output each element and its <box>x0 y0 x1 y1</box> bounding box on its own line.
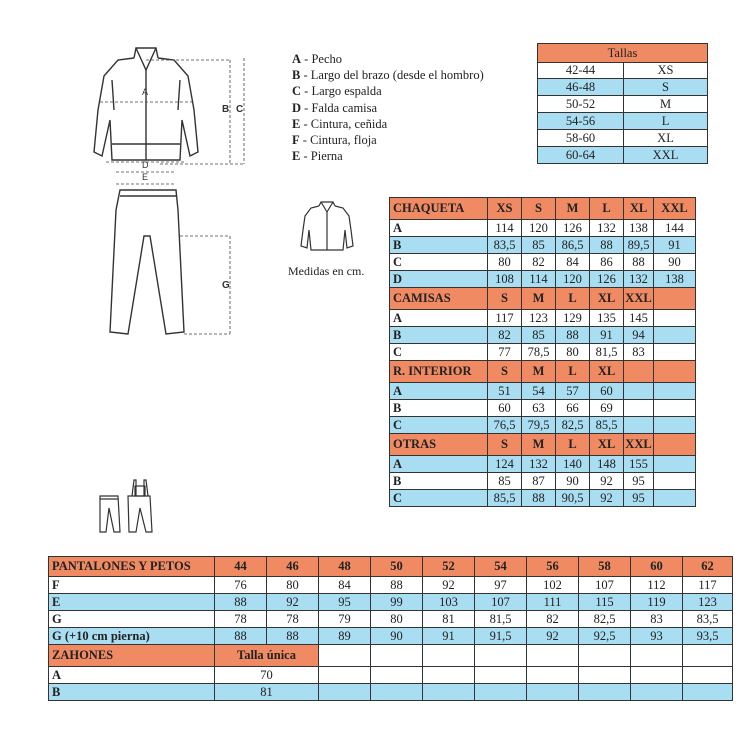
measurement-legend <box>292 51 532 164</box>
legend-item: E - Cintura, ceñida <box>292 116 388 131</box>
units-note: Medidas en cm. <box>288 264 365 278</box>
table-header-row <box>538 44 708 63</box>
table-row: C 77 78,5 80 81,5 83 <box>390 344 696 361</box>
legend-item: F - Cintura, floja <box>292 133 377 148</box>
table-row: D 108 114 120 126 132 138 <box>390 271 696 288</box>
legend-item: A - Pecho <box>292 52 343 66</box>
legend-item: C - Largo espalda <box>292 84 382 99</box>
diagram-label-d: D <box>142 160 149 170</box>
diagram-label-e: E <box>142 172 149 182</box>
table-row: A 117 123 129 135 145 <box>390 310 696 327</box>
table-row: B 83,5 85 86,5 88 89,5 91 <box>390 237 696 254</box>
table-row: B 85 87 90 92 95 <box>390 473 696 490</box>
section-header-chaqueta: CHAQUETA XS S M L XL XXL <box>390 198 696 220</box>
tallas-title: Tallas <box>538 44 708 63</box>
table-row: A 70 <box>49 667 733 684</box>
table-row: 46-48 S <box>538 79 708 96</box>
section-header-camisas: CAMISAS S M L XL XXL <box>390 288 696 310</box>
table-row: C 76,5 79,5 82,5 85,5 <box>390 417 696 434</box>
table-row: A 51 54 57 60 <box>390 383 696 400</box>
pantalones-table <box>48 556 733 701</box>
table-row: G (+10 cm pierna) 88 88 89 90 91 91,5 92 92,5 93 93,5 <box>49 628 733 645</box>
table-row: G 78 78 79 80 81 81,5 82 82,5 83 83,5 <box>49 611 733 628</box>
size-measurements-table <box>389 197 696 507</box>
tallas-table <box>537 43 708 164</box>
diagram-label-c: C <box>236 104 244 115</box>
table-row: B 60 63 66 69 <box>390 400 696 417</box>
section-header-zahones: ZAHONES Talla única <box>49 645 733 667</box>
diagram-label-a: A <box>142 87 149 97</box>
table-row: A 114 120 126 132 138 144 <box>390 220 696 237</box>
table-row: E 88 92 95 99 103 107 111 115 119 123 <box>49 594 733 611</box>
legend-item: D - Falda camisa <box>292 100 378 115</box>
table-row: 60-64 XXL <box>538 147 708 164</box>
table-row: C 85,5 88 90,5 92 95 <box>390 490 696 507</box>
trousers-icon <box>96 476 156 534</box>
section-header-interior: R. INTERIOR S M L XL <box>390 361 696 383</box>
section-header-otras: OTRAS S M L XL XXL <box>390 434 696 456</box>
legend-item: B - Largo del brazo (desde el hombro) <box>292 68 484 83</box>
table-row: 58-60 XL <box>538 130 708 147</box>
section-header-pantalones: PANTALONES Y PETOS 44 46 48 50 52 54 56 58 60 62 <box>49 557 733 577</box>
jacket-icon <box>299 200 355 256</box>
table-row: 42-44 XS <box>538 63 708 79</box>
table-row: B 81 <box>49 684 733 701</box>
table-row: F 76 80 84 88 92 97 102 107 112 117 <box>49 577 733 594</box>
table-row: C 80 82 84 86 88 90 <box>390 254 696 271</box>
legend-item: E - Pierna <box>292 149 343 164</box>
table-row: B 82 85 88 91 94 <box>390 327 696 344</box>
table-row: 50-52 M <box>538 96 708 113</box>
table-row: 54-56 L <box>538 113 708 130</box>
diagram-label-b: B <box>222 104 230 115</box>
table-row: A 124 132 140 148 155 <box>390 456 696 473</box>
diagram-label-g: G <box>222 280 230 291</box>
